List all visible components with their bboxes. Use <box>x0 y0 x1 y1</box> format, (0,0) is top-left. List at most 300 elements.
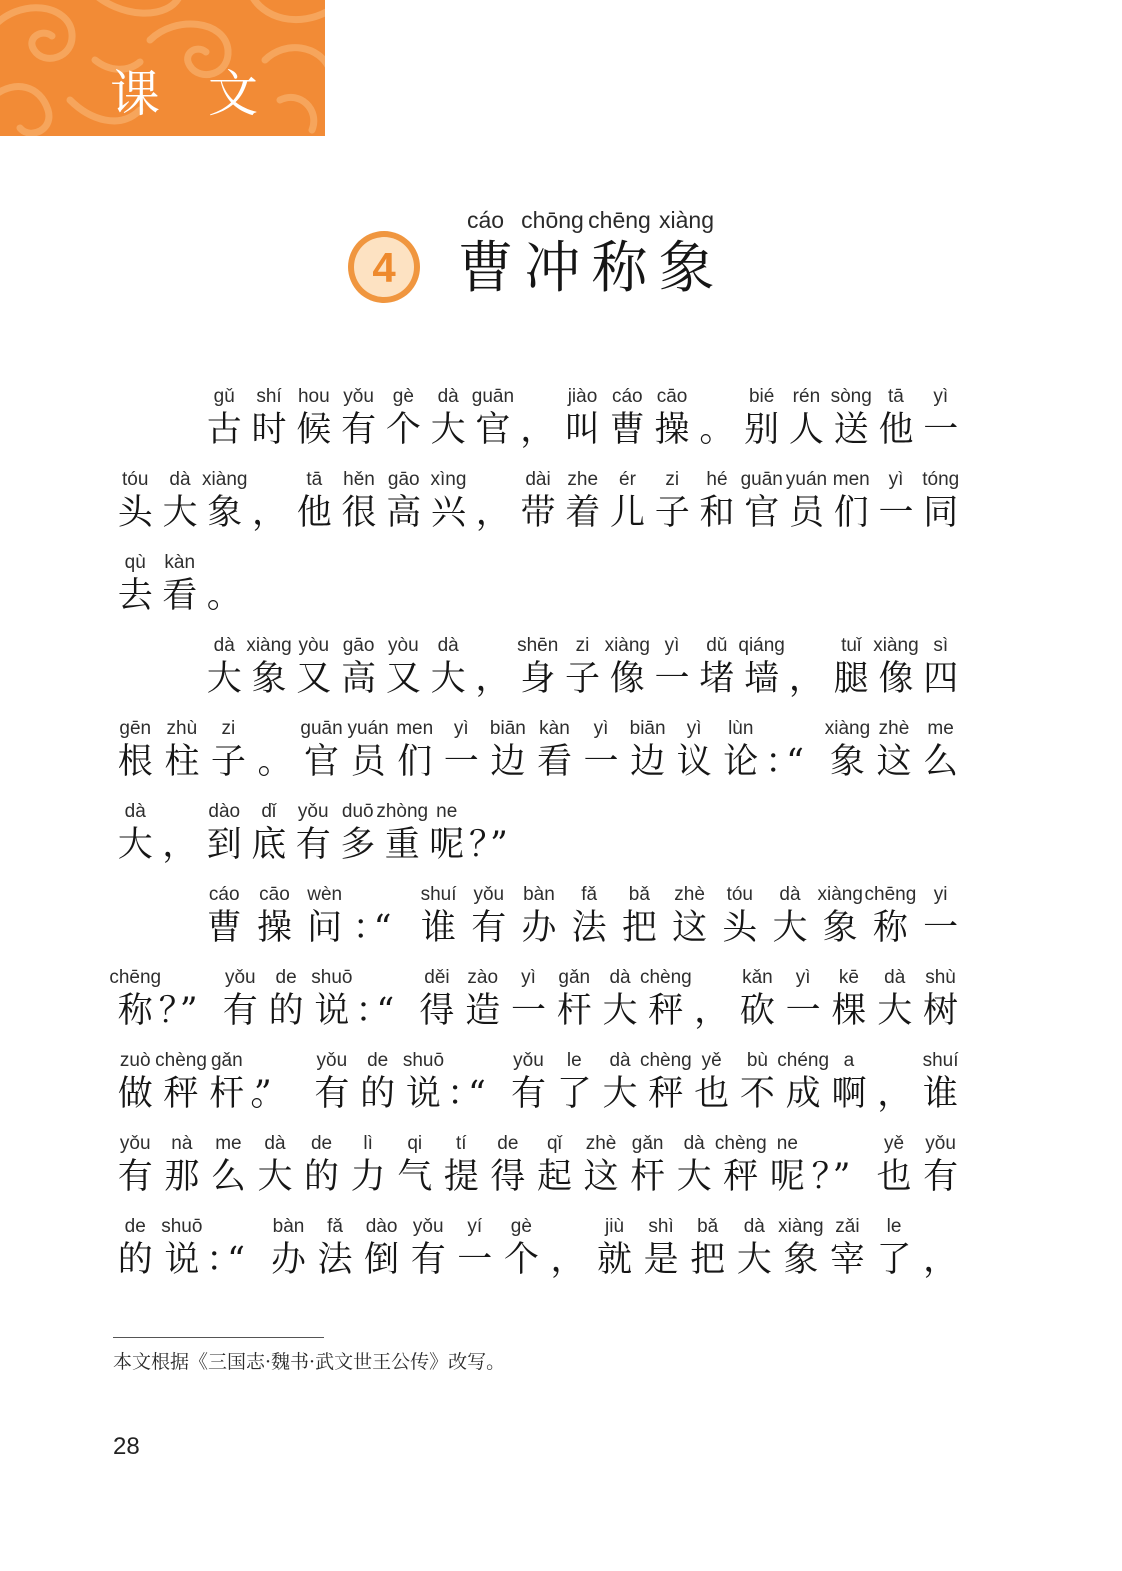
char-unit <box>205 1047 250 1130</box>
pinyin-text: dà <box>264 1133 286 1154</box>
pinyin-text: zào <box>467 967 499 988</box>
hanzi-text: 个 <box>503 1240 539 1280</box>
char-unit <box>918 881 963 964</box>
pinyin-text: le <box>886 1216 902 1237</box>
hanzi-text: 的 <box>360 1074 396 1114</box>
hanzi-text: 议 <box>676 742 712 782</box>
pinyin-text: tóng <box>922 469 960 490</box>
pinyin-text: de <box>310 1133 333 1154</box>
hanzi-text: 边 <box>630 742 666 782</box>
hanzi-text: 官 <box>744 493 780 533</box>
char-unit <box>695 632 740 715</box>
pinyin-text: xiàng <box>778 1216 824 1237</box>
hanzi-text: 象 <box>822 908 858 948</box>
char-unit <box>695 466 740 549</box>
char-unit <box>515 632 560 715</box>
char-unit <box>471 383 516 466</box>
pinyin-text: zi <box>221 718 236 739</box>
title-pinyin: cáo <box>466 207 505 233</box>
text-line <box>113 798 963 881</box>
hanzi-text: 带 <box>520 493 556 533</box>
char-unit <box>685 1213 730 1296</box>
pinyin-text: dà <box>169 469 191 490</box>
title-char-unit <box>452 203 519 301</box>
pinyin-text: guān <box>471 386 515 407</box>
pinyin-text: qù <box>124 552 146 573</box>
pinyin-text: shì <box>648 1216 674 1237</box>
punctuation-unit <box>355 964 413 1047</box>
char-unit <box>918 964 963 1047</box>
char-unit <box>689 1047 734 1130</box>
char-unit <box>376 798 429 881</box>
hanzi-text: 有 <box>923 1157 959 1197</box>
pinyin-text: zhù <box>166 718 198 739</box>
hanzi-text: 墙 <box>744 659 780 699</box>
hanzi-text: 这 <box>583 1157 619 1197</box>
pinyin-text: shuí <box>922 1050 959 1071</box>
pinyin-text: yòu <box>388 635 419 656</box>
char-unit <box>567 881 612 964</box>
hanzi-text: 谁 <box>923 1074 959 1114</box>
char-unit <box>516 466 561 549</box>
pinyin-text: dà <box>884 967 906 988</box>
char-unit <box>825 1213 870 1296</box>
char-unit <box>818 881 863 964</box>
text-line <box>113 715 963 798</box>
pinyin-text: kàn <box>539 718 570 739</box>
char-unit <box>784 466 829 549</box>
hanzi-text: ：“ <box>446 1074 472 1114</box>
hanzi-text: 问 <box>307 908 343 948</box>
hanzi-text: 根 <box>117 742 153 782</box>
pinyin-text: shuō <box>402 1050 445 1071</box>
pinyin-text: men <box>832 469 870 490</box>
char-unit <box>499 1213 544 1296</box>
hanzi-text: 气 <box>397 1157 433 1197</box>
text-line <box>113 383 963 466</box>
pinyin-text: jiào <box>567 386 598 407</box>
pinyin-text: yòu <box>298 635 330 656</box>
pinyin-text: me <box>215 1133 242 1154</box>
char-unit <box>829 632 874 715</box>
pinyin-text: cáo <box>611 386 643 407</box>
char-unit <box>672 1130 717 1213</box>
pinyin-text: zi <box>575 635 590 656</box>
char-unit <box>203 466 248 549</box>
hanzi-text: 大 <box>430 659 466 699</box>
char-unit <box>247 383 292 466</box>
punctuation-unit <box>689 964 734 1047</box>
hanzi-text: ， <box>788 659 824 699</box>
char-unit <box>667 881 712 964</box>
char-unit <box>109 964 162 1047</box>
hanzi-text: 提 <box>443 1157 479 1197</box>
hanzi-text: 把 <box>690 1240 726 1280</box>
text-line <box>113 1213 963 1296</box>
char-unit <box>625 1130 670 1213</box>
char-unit <box>155 1047 207 1130</box>
pinyin-text: yǒu <box>119 1133 151 1154</box>
char-unit <box>292 466 337 549</box>
text-line <box>113 1047 963 1130</box>
hanzi-text: 和 <box>699 493 735 533</box>
char-unit <box>202 632 247 715</box>
title-char-unit <box>586 203 653 301</box>
punctuation-unit <box>469 798 527 881</box>
footnote: 本文根据《三国志·魏书·武文世王公传》改写。 <box>113 1351 506 1373</box>
hanzi-text: 有 <box>295 825 331 865</box>
hanzi-text: 有 <box>510 1074 546 1114</box>
pinyin-text: yǒu <box>297 801 329 822</box>
hanzi-text: 别 <box>744 410 780 450</box>
hanzi-text: 了 <box>876 1240 912 1280</box>
pinyin-text: biān <box>489 718 526 739</box>
hanzi-text: 象 <box>207 493 243 533</box>
hanzi-text: ， <box>923 1240 959 1280</box>
hanzi-text: 一 <box>510 991 546 1031</box>
pinyin-text: xiàng <box>817 884 863 905</box>
hanzi-text: ？” <box>158 991 184 1031</box>
pinyin-text: zǎi <box>835 1216 860 1237</box>
hanzi-text: 曹 <box>206 908 242 948</box>
pinyin-text: chēng <box>109 967 162 988</box>
punctuation-unit <box>695 383 740 466</box>
hanzi-text: 腿 <box>833 659 869 699</box>
pinyin-text: cāo <box>656 386 688 407</box>
paragraph <box>113 632 963 881</box>
char-unit <box>739 632 784 715</box>
hanzi-text: 办 <box>521 908 557 948</box>
text-line <box>113 881 963 964</box>
hanzi-text: 了 <box>556 1074 592 1114</box>
hanzi-text: 象 <box>783 1240 819 1280</box>
punctuation-unit <box>918 1213 963 1296</box>
pinyin-text: dà <box>609 967 631 988</box>
pinyin-text: shù <box>925 967 956 988</box>
char-unit <box>336 383 381 466</box>
pinyin-text: yuán <box>347 718 389 739</box>
hanzi-text: 一 <box>457 1240 493 1280</box>
pinyin-text: guān <box>300 718 343 739</box>
punctuation-unit <box>247 466 292 549</box>
pinyin-text: duō <box>341 801 374 822</box>
char-unit <box>872 1213 917 1296</box>
pinyin-text: bǎ <box>628 884 650 905</box>
hanzi-text: 们 <box>833 493 869 533</box>
pinyin-text: bàn <box>523 884 555 905</box>
hanzi-text: 个 <box>385 410 421 450</box>
char-unit <box>486 715 531 798</box>
hanzi-text: 有 <box>471 908 507 948</box>
hanzi-text: 曹 <box>609 410 645 450</box>
hanzi-text: 儿 <box>609 493 645 533</box>
char-unit <box>560 632 605 715</box>
pinyin-text: yǒu <box>412 1216 444 1237</box>
hanzi-text: 秤 <box>723 1157 759 1197</box>
char-unit <box>714 1130 767 1213</box>
hanzi-text: ， <box>475 659 511 699</box>
char-unit <box>918 1047 963 1130</box>
char-unit <box>158 466 203 549</box>
hanzi-text: 子 <box>654 493 690 533</box>
punctuation-unit <box>765 715 823 798</box>
hanzi-text: ：“ <box>206 1240 232 1280</box>
char-unit <box>310 1047 355 1130</box>
hanzi-text: 杆 <box>556 991 592 1031</box>
char-unit <box>253 1130 298 1213</box>
hanzi-text: 的 <box>268 991 304 1031</box>
char-unit <box>874 632 919 715</box>
text-line <box>113 549 963 632</box>
hanzi-text: 员 <box>350 742 386 782</box>
hanzi-text: 底 <box>251 825 287 865</box>
hanzi-text: 象 <box>251 659 287 699</box>
char-unit <box>639 964 692 1047</box>
hanzi-text: 员 <box>788 493 824 533</box>
char-unit <box>158 549 203 632</box>
char-unit <box>918 715 963 798</box>
pinyin-text: tā <box>306 469 323 490</box>
punctuation-unit <box>353 881 411 964</box>
punctuation-unit <box>202 549 247 632</box>
char-unit <box>310 964 355 1047</box>
char-unit <box>346 1130 391 1213</box>
pinyin-text: dà <box>124 801 146 822</box>
pinyin-text: qǐ <box>547 1133 562 1154</box>
char-unit <box>426 466 471 549</box>
hanzi-text: 是 <box>643 1240 679 1280</box>
hanzi-text: 象 <box>829 742 865 782</box>
hanzi-text: 大 <box>772 908 808 948</box>
char-unit <box>918 1130 963 1213</box>
pinyin-text: yǒu <box>473 884 505 905</box>
char-unit <box>202 881 247 964</box>
char-unit <box>719 715 764 798</box>
char-unit <box>346 715 391 798</box>
hanzi-text: 高 <box>386 493 422 533</box>
char-unit <box>426 383 471 466</box>
pinyin-text: tóu <box>726 884 753 905</box>
char-unit <box>605 383 650 466</box>
pinyin-text: dǐ <box>261 801 277 822</box>
hanzi-text: ？” <box>469 825 494 865</box>
title-hanzi: 称 <box>591 236 648 301</box>
hanzi-text: 做 <box>117 1074 153 1114</box>
hanzi-text: 有 <box>117 1157 153 1197</box>
punctuation-unit <box>784 632 829 715</box>
char-unit <box>355 1047 400 1130</box>
hanzi-text: 把 <box>621 908 657 948</box>
hanzi-text: 有 <box>410 1240 446 1280</box>
hanzi-text: 又 <box>296 659 332 699</box>
char-unit <box>872 1130 917 1213</box>
char-unit <box>650 383 695 466</box>
hanzi-text: 大 <box>206 659 242 699</box>
hanzi-text: 他 <box>878 410 914 450</box>
hanzi-text: 大 <box>602 991 638 1031</box>
pinyin-text: dà <box>213 635 235 656</box>
char-unit <box>113 1047 158 1130</box>
char-unit <box>872 715 917 798</box>
hanzi-text: 有 <box>222 991 258 1031</box>
hanzi-text: 像 <box>609 659 645 699</box>
char-unit <box>579 715 624 798</box>
pinyin-text: hé <box>706 469 728 490</box>
punctuation-unit <box>546 1213 591 1296</box>
char-unit <box>299 1130 344 1213</box>
hanzi-text: 。 <box>206 576 242 616</box>
pinyin-text: jiù <box>605 1216 625 1237</box>
pinyin-text: bǎ <box>697 1216 719 1237</box>
hanzi-text: 身 <box>520 659 556 699</box>
pinyin-text: gǎn <box>210 1050 243 1071</box>
section-label: 课文 <box>110 65 306 123</box>
char-unit <box>113 466 158 549</box>
char-unit <box>382 466 427 549</box>
pinyin-text: kǎn <box>742 967 773 988</box>
hanzi-text: 倒 <box>364 1240 400 1280</box>
hanzi-text: 也 <box>876 1157 912 1197</box>
char-unit <box>765 1130 810 1213</box>
pinyin-text: dà <box>683 1133 705 1154</box>
hanzi-text: 柱 <box>164 742 200 782</box>
title-hanzi: 冲 <box>524 236 581 301</box>
pinyin-text: zhè <box>585 1133 617 1154</box>
footnote-divider <box>113 1337 324 1338</box>
pinyin-text: fǎ <box>327 1216 343 1237</box>
char-unit <box>401 1047 446 1130</box>
hanzi-text: 着 <box>565 493 601 533</box>
hanzi-text: ， <box>162 825 198 865</box>
pinyin-text: ér <box>619 469 636 490</box>
pinyin-text: dào <box>208 801 241 822</box>
pinyin-text: shuí <box>420 884 457 905</box>
char-unit <box>625 715 670 798</box>
hanzi-text: 呢 <box>769 1157 805 1197</box>
paragraph <box>113 383 963 632</box>
pinyin-text: nà <box>171 1133 193 1154</box>
punctuation-unit <box>250 1047 308 1130</box>
hanzi-text: 得 <box>490 1157 526 1197</box>
char-unit <box>392 715 437 798</box>
hanzi-text: 一 <box>654 659 690 699</box>
hanzi-text: 大 <box>257 1157 293 1197</box>
pinyin-text: gǎn <box>631 1133 664 1154</box>
char-unit <box>113 715 158 798</box>
pinyin-text: yí <box>467 1216 483 1237</box>
pinyin-text: bù <box>746 1050 768 1071</box>
char-unit <box>506 1047 551 1130</box>
pinyin-text: sòng <box>830 386 872 407</box>
char-unit <box>672 715 717 798</box>
hanzi-text: 去 <box>117 576 153 616</box>
pinyin-text: zhè <box>878 718 910 739</box>
char-unit <box>359 1213 404 1296</box>
char-unit <box>252 881 297 964</box>
title-char-unit <box>519 203 586 301</box>
paragraph <box>109 881 963 1296</box>
char-unit <box>113 1130 158 1213</box>
hanzi-text: 看 <box>536 742 572 782</box>
hanzi-text: 有 <box>341 410 377 450</box>
hanzi-text: 子 <box>564 659 600 699</box>
char-unit <box>113 798 158 881</box>
hanzi-text: 重 <box>384 825 420 865</box>
pinyin-text: kē <box>838 967 859 988</box>
pinyin-text: zhòng <box>376 801 429 822</box>
char-unit <box>247 632 292 715</box>
pinyin-text: yì <box>453 718 469 739</box>
hanzi-text: 称 <box>117 991 153 1031</box>
pinyin-text: ne <box>436 801 458 822</box>
pinyin-text: dà <box>743 1216 765 1237</box>
pinyin-text: xiàng <box>604 635 650 656</box>
hanzi-text: 看 <box>162 576 198 616</box>
pinyin-text: cáo <box>208 884 240 905</box>
hanzi-text: 。 <box>699 410 735 450</box>
pinyin-text: shēn <box>517 635 559 656</box>
hanzi-text: 秤 <box>163 1074 199 1114</box>
hanzi-text: 操 <box>256 908 292 948</box>
char-unit <box>874 383 919 466</box>
hanzi-text: 时 <box>251 410 287 450</box>
char-unit <box>291 798 336 881</box>
char-unit <box>453 1213 498 1296</box>
pinyin-text: gēn <box>119 718 152 739</box>
char-unit <box>247 798 292 881</box>
pinyin-text: chèng <box>155 1050 207 1071</box>
hanzi-text: 同 <box>923 493 959 533</box>
pinyin-text: fǎ <box>581 884 598 905</box>
punctuation-unit <box>158 798 203 881</box>
pinyin-text: tóu <box>122 469 149 490</box>
hanzi-text: 人 <box>788 410 824 450</box>
pinyin-text: lì <box>363 1133 373 1154</box>
hanzi-text: 说 <box>405 1074 441 1114</box>
pinyin-text: chèng <box>639 967 692 988</box>
pinyin-text: yě <box>701 1050 722 1071</box>
hanzi-text: 树 <box>923 991 959 1031</box>
char-unit <box>113 1213 158 1296</box>
char-unit <box>506 964 551 1047</box>
hanzi-text: ， <box>694 991 730 1031</box>
char-unit <box>160 715 205 798</box>
char-unit <box>299 715 344 798</box>
text-line <box>113 632 963 715</box>
char-unit <box>827 964 872 1047</box>
hanzi-text: 。 <box>257 742 293 782</box>
hanzi-text: 子 <box>210 742 246 782</box>
char-unit <box>829 466 874 549</box>
hanzi-text: 大 <box>602 1074 638 1114</box>
hanzi-text: 头 <box>722 908 758 948</box>
char-unit <box>718 881 763 964</box>
pinyin-text: xiàng <box>824 718 871 739</box>
punctuation-unit <box>159 964 217 1047</box>
char-unit <box>829 383 874 466</box>
pinyin-text: gāo <box>342 635 375 656</box>
hanzi-text: 么 <box>923 742 959 782</box>
char-unit <box>873 964 918 1047</box>
text-line <box>113 1130 963 1213</box>
char-unit <box>735 964 780 1047</box>
pinyin-text: děi <box>424 967 450 988</box>
title-pinyin: chōng <box>521 207 584 233</box>
char-unit <box>779 1213 824 1296</box>
text-line <box>109 964 963 1047</box>
pinyin-text: sì <box>933 635 949 656</box>
char-unit <box>202 383 247 466</box>
